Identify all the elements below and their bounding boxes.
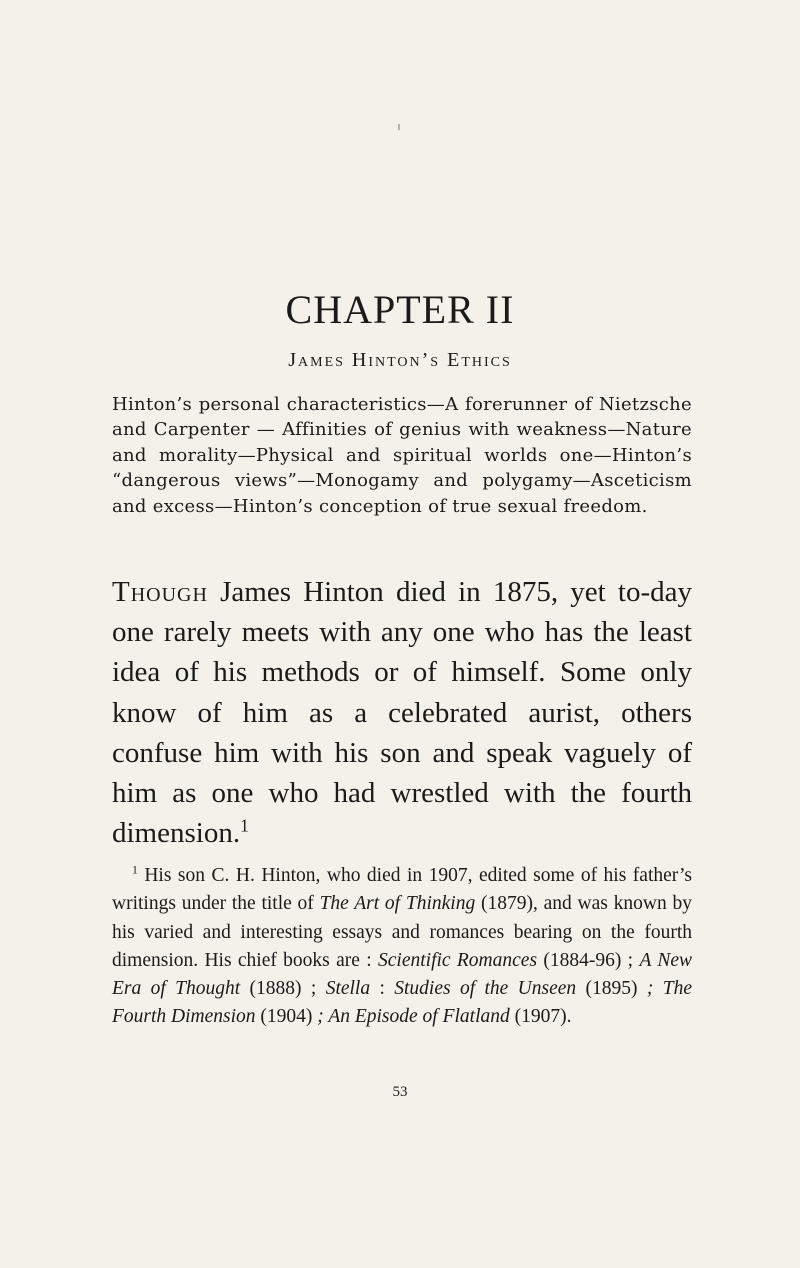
footnote-text-3: (1884-96) ;	[537, 949, 640, 971]
chapter-title: James Hinton’s Ethics	[288, 349, 512, 371]
footnote-text-8: (1907).	[509, 1006, 572, 1028]
chapter-number: CHAPTER II	[285, 287, 515, 332]
footnote	[112, 862, 692, 1032]
book-title-art-of-thinking: The Art of Thinking	[319, 893, 476, 915]
book-title-fourth-dimension: ; The Fourth Dimension	[112, 978, 692, 1028]
lead-word: Though	[112, 576, 208, 608]
footnote-text-6: (1895)	[576, 978, 647, 1000]
paper-speck	[398, 124, 400, 130]
book-title-studies-unseen: Studies of the Unseen	[394, 978, 577, 1000]
book-title-flatland: ; An Episode of Flatland	[317, 1006, 510, 1028]
book-title-stella: Stella	[325, 978, 371, 1000]
book-title-new-era: A New Era of Thought	[112, 949, 692, 1000]
footnote-text-1: His son C. H. Hinton, who died in 1907, edited some of his father’s writings under the title of	[112, 865, 692, 915]
chapter-synopsis: Hinton’s personal characteristics—A forerunner of Nietzsche and Carpenter — Affinities of genius with weakness—Nature and morality—Physical and spiritual worlds one—Hinton’s “dangerous views”—Monogamy and polygamy—Asceticism and excess—Hinton’s conception of true sexual freedom.	[112, 394, 692, 517]
body-paragraph	[112, 572, 692, 853]
footnote-text-2: (1879), and was known by his varied and interesting essays and romances bearing on the fourth dimension. His chief books are :	[112, 893, 692, 971]
body-text: James Hinton died in 1875, yet to-day one rarely meets with any one who has the least idea of his methods or of himself. Some only know of him as a celebrated aurist, others confuse him with his son and speak vaguely of him as one who had wrestled with the fourth dimension.	[112, 576, 692, 850]
page-number: 53	[392, 1084, 408, 1100]
footnote-text-7: (1904)	[255, 1006, 318, 1028]
footnote-reference[interactable]: 1	[240, 815, 249, 836]
book-title-scientific-romances: Scientific Romances	[378, 949, 538, 971]
footnote-text-5: :	[370, 978, 395, 1000]
footnote-marker: 1	[132, 863, 138, 877]
footnote-text-4: (1888) ;	[240, 978, 326, 1000]
